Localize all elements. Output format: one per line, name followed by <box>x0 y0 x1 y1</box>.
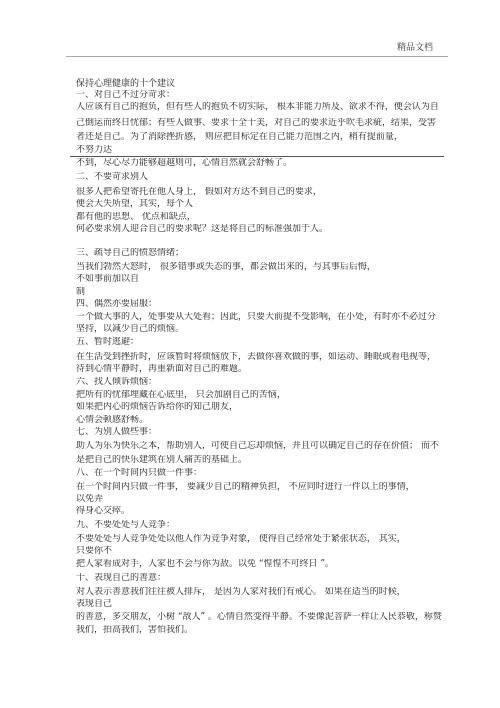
text-line: 得身心交瘁。 <box>76 506 131 516</box>
text-line: 如果把内心的烦恼告诉给你的知己朋友， <box>76 402 239 412</box>
text-line: 不要处处与人竞争处处以他人作为竞争对象， 使得自己经常处于紧张状态， 其实， <box>76 534 406 544</box>
text-line: 都有他的思想、 优点和缺点， <box>76 212 196 222</box>
text-line: 对人表示善意我们往往被人排斥， 是因为人家对我们有戒心。 如果在适当的时候， <box>76 587 406 597</box>
text-line: 一个做大事的人，处事要从大处看；因此，只要大前提不受影响，在小处，有时亦不必过分 <box>76 312 437 322</box>
text-line: 我们，拍高我们，害怕我们。 <box>76 625 194 635</box>
text-line: 五、暂时逃避： <box>76 337 140 347</box>
text-line: 以免弄 <box>76 494 104 504</box>
text-line: 八、在一个时间内只做一件事： <box>76 468 203 478</box>
text-line: 者还是自己。为了消除挫折感， 则应把目标定在自己能力范围之内，稍有提前量， <box>76 132 403 142</box>
section-divider <box>70 156 444 157</box>
text-line: 只要你不 <box>76 546 113 556</box>
text-line: 很多人把希望寄托在他人身上， 假如对方达不到自己的要求， <box>76 187 322 197</box>
text-line: 四、偶然亦要屈服： <box>76 299 158 309</box>
text-line: 表现自己 <box>76 599 113 609</box>
text-line: 二、不要苛求别人 <box>76 172 149 182</box>
text-line: 十、表现自己的善意： <box>76 573 167 583</box>
text-line: 的善意，多交朋友，小树 “敌人” 。心情自然变得平静。不要像泥菩萨一样让人民恭敬，称赞 <box>76 612 442 622</box>
text-line: 六、找人倾诉烦恼： <box>76 377 158 387</box>
text-line: 是把自己的快乐建筑在别人痛苦的基础上。 <box>76 455 248 465</box>
text-line: 在一个时间内只做一件事， 要减少自己的精神负担， 不应同时进行一件以上的事情， <box>76 482 415 492</box>
text-line: 三、疏导自己的愤怒情绪； <box>76 248 185 258</box>
text-line: 九、不要处处与人竞争： <box>76 520 176 530</box>
text-line: 在生活受到挫折时，应该暂时将烦恼放下，去做你喜欢做的事，如运动、睡眠或看电视等， <box>76 352 437 362</box>
text-line: 心情会顿感舒畅。 <box>76 415 149 425</box>
text-line: 待到心情平静时，再重新面对自己的难题。 <box>76 364 248 374</box>
text-line: 己倒运而终日忧郁；有些人做事、要求十全十美，对自己的要求近乎吹毛求疵，结果，受害 <box>76 118 437 128</box>
text-line: 当我们勃然大怒时， 很多错事或失态的事，都会做出来的，与其事后后悔， <box>76 262 376 272</box>
text-line: 七、为别人做些事： <box>76 427 158 437</box>
header-divider <box>66 56 448 57</box>
text-line: 助人为乐为快乐之本，帮助别人，可使自己忘却烦恼，并且可以确定自己的存在价值； 而不 <box>76 441 439 451</box>
text-line: 便会大失所望，其实，每个人 <box>76 199 194 209</box>
text-line: 不如事前加以自 <box>76 274 140 284</box>
header-tag: 精品文档 <box>397 43 434 53</box>
text-line: 人应该有自己的抱负，但有些人的抱负不切实际， 根本非能力所及、欲求不得，便会认为自 <box>76 102 439 112</box>
text-line: 制 <box>76 287 86 297</box>
text-line: 何必要求别人迎合自己的要求呢？这是将自己的标准强加于人。 <box>76 224 329 234</box>
text-line: 把所有的忧郁埋藏在心底里， 只会加剧自己的苦恼， <box>76 390 286 400</box>
page-title: 保持心理健康的十个建议 <box>76 79 176 89</box>
text-line: 一、对自己不过分苛求： <box>76 90 176 100</box>
text-line: 不努力达 <box>76 145 113 155</box>
text-line: 不到，尽心尽力能够超越则可，心情自然就会舒畅了。 <box>76 158 293 168</box>
text-line: 把人家看成对手，人家也不会与你为敌。以免 “惶惶不可终日 ”。 <box>76 559 334 569</box>
text-line: 坚持，以减少自己的烦恼。 <box>76 324 185 334</box>
